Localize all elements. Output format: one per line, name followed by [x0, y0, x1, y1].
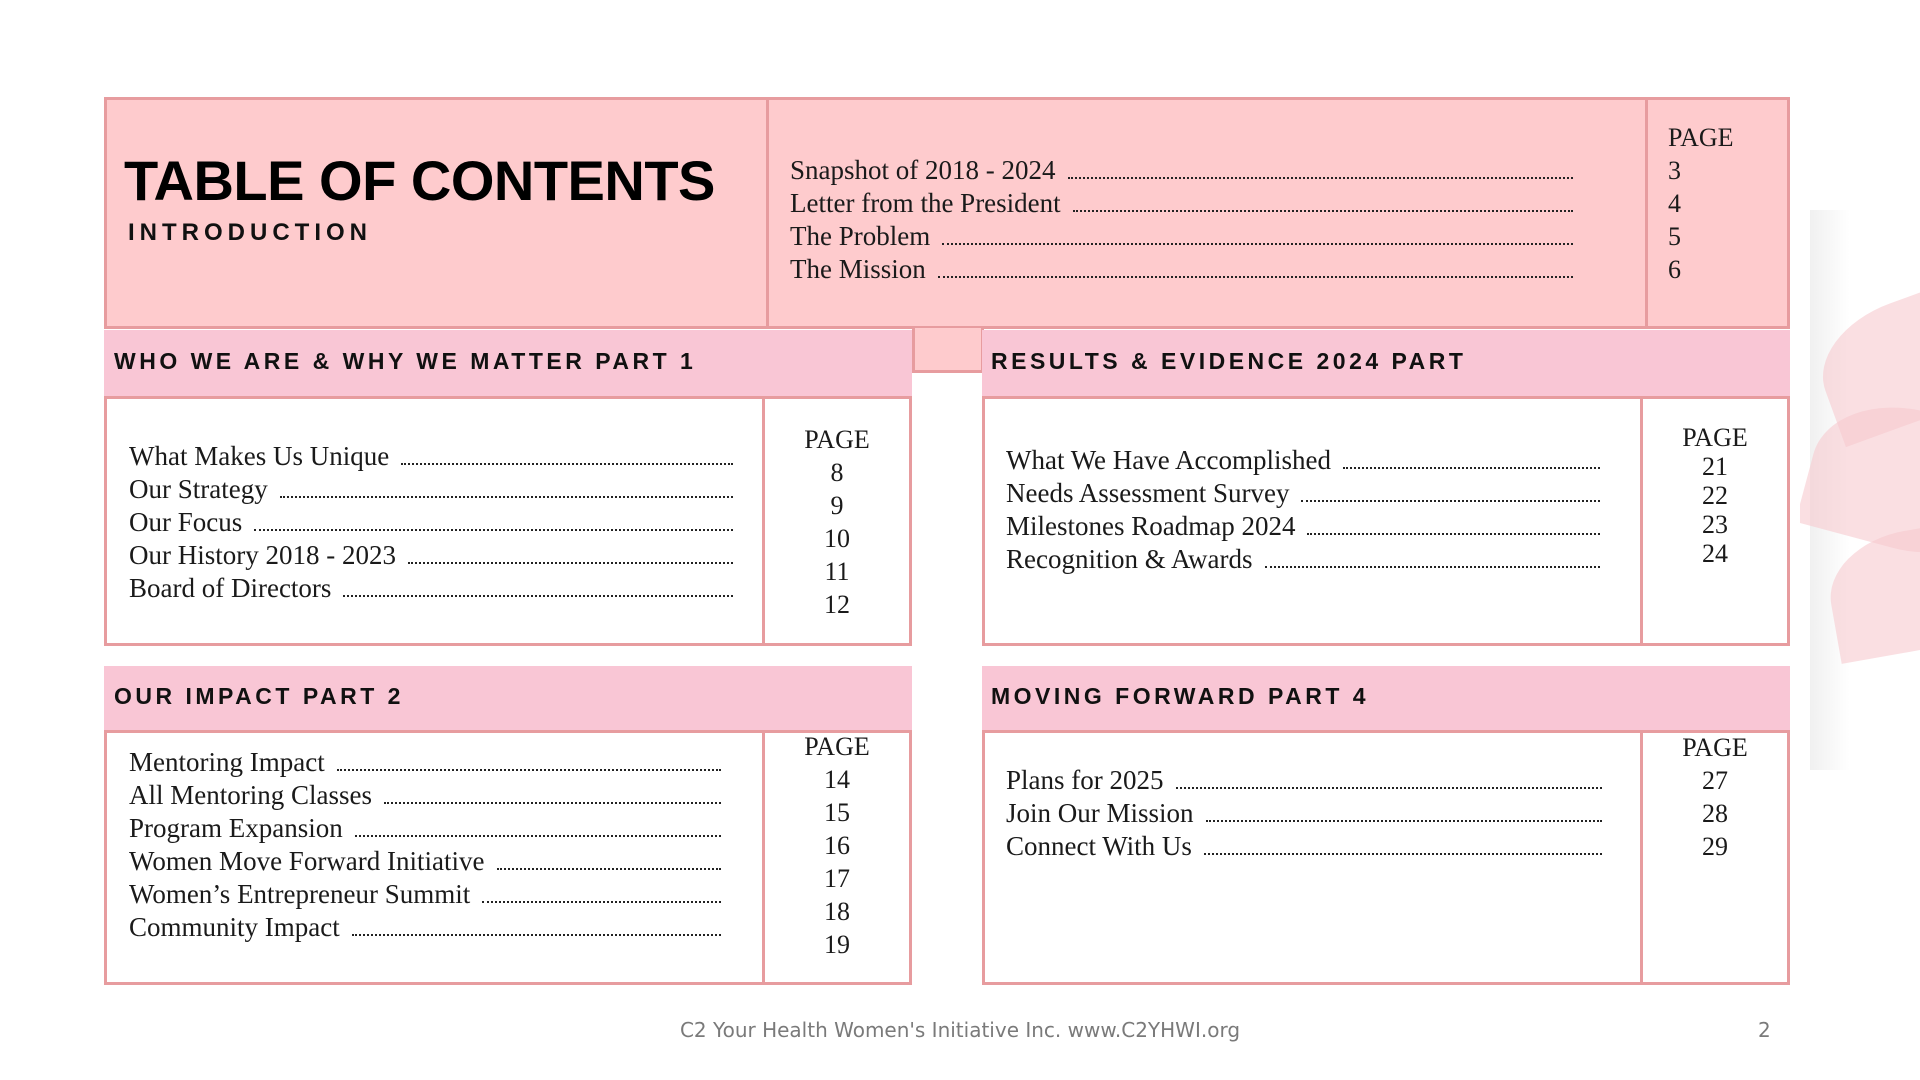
toc-entry[interactable]: Join Our Mission	[1006, 797, 1606, 830]
page-number: 5	[1668, 222, 1681, 251]
toc-entry[interactable]: Board of Directors	[129, 572, 737, 605]
toc-entry[interactable]: Milestones Roadmap 2024	[1006, 510, 1604, 543]
page-number: 18	[824, 897, 850, 926]
slide-number: 2	[1758, 1018, 1771, 1042]
page-number: 15	[824, 798, 850, 827]
page-number: 23	[1702, 510, 1728, 539]
page-number: 4	[1668, 189, 1681, 218]
flower-decoration	[1800, 200, 1920, 760]
page-number: 29	[1702, 832, 1728, 861]
page-number: 19	[824, 930, 850, 959]
toc-entry[interactable]: Recognition & Awards	[1006, 543, 1604, 576]
page-header: PAGE	[1682, 423, 1748, 452]
toc-entry[interactable]: Needs Assessment Survey	[1006, 477, 1604, 510]
toc-entry[interactable]: Plans for 2025	[1006, 764, 1606, 797]
part3-entry-list	[1006, 444, 1604, 576]
page-number: 11	[824, 557, 850, 586]
page-number: 8	[830, 458, 844, 487]
part3-heading: RESULTS & EVIDENCE 2024 PART	[991, 348, 1467, 374]
intro-title-panel	[104, 97, 769, 329]
page-number: 14	[824, 765, 850, 794]
page-number: 12	[824, 590, 850, 619]
toc-entry[interactable]: Our Strategy	[129, 473, 737, 506]
part2-heading: OUR IMPACT PART 2	[114, 683, 404, 709]
toc-entry[interactable]: Our History 2018 - 2023	[129, 539, 737, 572]
page-number: 27	[1702, 766, 1728, 795]
page-number: 9	[830, 491, 844, 520]
toc-entry[interactable]: Women Move Forward Initiative	[129, 845, 725, 878]
intro-page-list	[1668, 121, 1734, 286]
part4-page-list	[1645, 731, 1785, 863]
toc-entry[interactable]: Our Focus	[129, 506, 737, 539]
toc-entry[interactable]: What We Have Accomplished	[1006, 444, 1604, 477]
footer-text: C2 Your Health Women's Initiative Inc. www.C2YHWI.org	[679, 1018, 1241, 1042]
part1-page-list	[767, 423, 907, 621]
page-title: TABLE OF CONTENTS	[124, 149, 715, 212]
page-number: 22	[1702, 481, 1728, 510]
toc-entry[interactable]: The Mission	[790, 253, 1577, 286]
toc-entry[interactable]: Women’s Entrepreneur Summit	[129, 878, 725, 911]
page-number: 28	[1702, 799, 1728, 828]
intro-subtitle: INTRODUCTION	[128, 219, 372, 246]
toc-entry[interactable]: All Mentoring Classes	[129, 779, 725, 812]
toc-entry[interactable]: Community Impact	[129, 911, 725, 944]
page-number: 3	[1668, 156, 1681, 185]
toc-entry[interactable]: Letter from the President	[790, 187, 1577, 220]
page-header: PAGE	[1668, 123, 1734, 152]
part2-page-list	[767, 730, 907, 961]
page-header: PAGE	[804, 425, 870, 454]
intro-entry-list	[790, 154, 1577, 286]
connector-band	[912, 328, 984, 373]
part3-page-list	[1645, 423, 1785, 568]
toc-entry[interactable]: Connect With Us	[1006, 830, 1606, 863]
part2-entry-list	[129, 746, 725, 944]
toc-entry[interactable]: Snapshot of 2018 - 2024	[790, 154, 1577, 187]
page-number: 16	[824, 831, 850, 860]
page-number: 10	[824, 524, 850, 553]
part1-heading: WHO WE ARE & WHY WE MATTER PART 1	[114, 348, 697, 374]
toc-entry[interactable]: Program Expansion	[129, 812, 725, 845]
toc-entry[interactable]: Mentoring Impact	[129, 746, 725, 779]
part1-entry-list	[129, 440, 737, 605]
page-header: PAGE	[1682, 733, 1748, 762]
part4-heading: MOVING FORWARD PART 4	[991, 683, 1370, 709]
page-number: 17	[824, 864, 850, 893]
page-number: 6	[1668, 255, 1681, 284]
page-number: 21	[1702, 452, 1728, 481]
toc-entry[interactable]: What Makes Us Unique	[129, 440, 737, 473]
page-number: 24	[1702, 539, 1728, 568]
toc-entry[interactable]: The Problem	[790, 220, 1577, 253]
page-header: PAGE	[804, 732, 870, 761]
part4-entry-list	[1006, 764, 1606, 863]
